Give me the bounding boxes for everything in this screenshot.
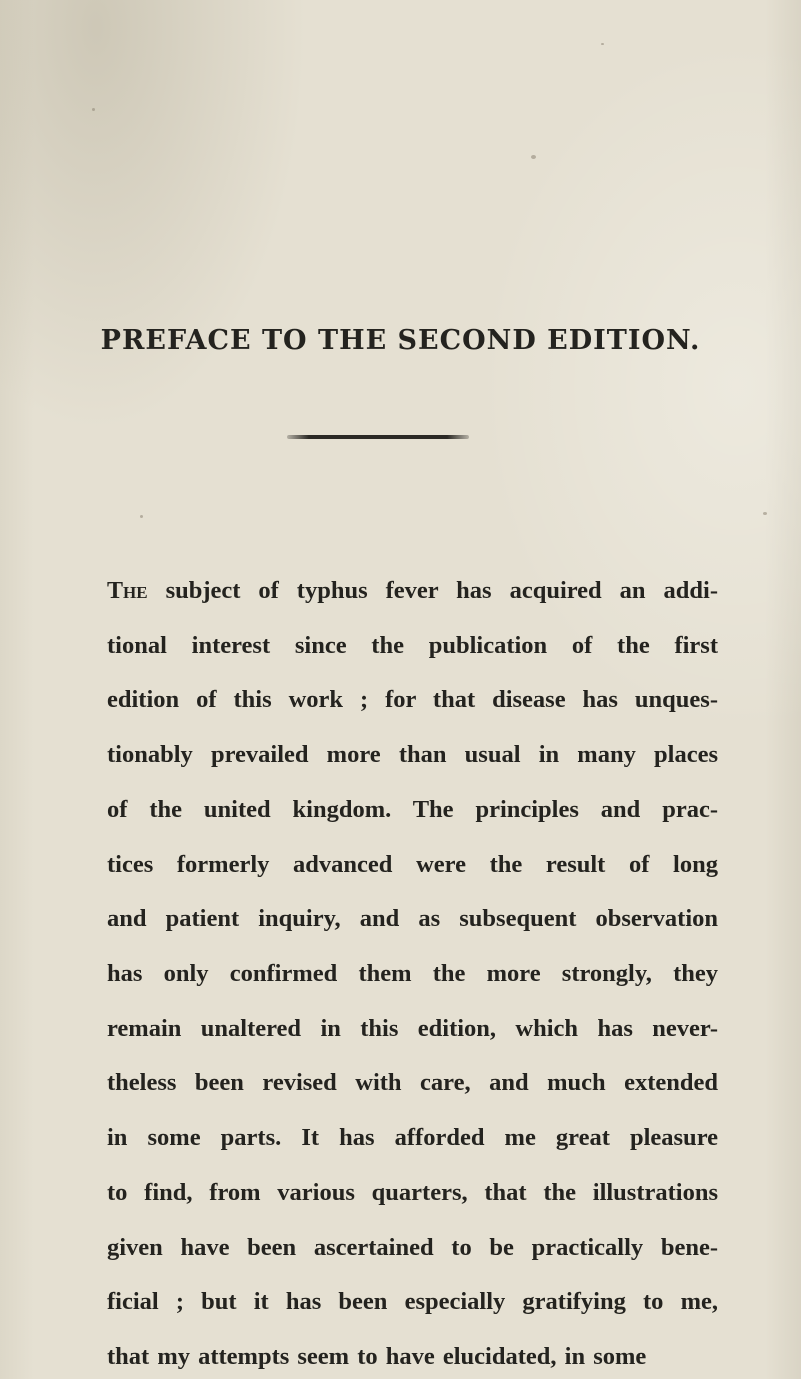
text-line-6: tices formerly advanced were the result of long bbox=[107, 850, 718, 878]
text-line-4: tionably prevailed more than usual in many places bbox=[107, 741, 718, 769]
text-line-2: tional interest since the publication of the first bbox=[107, 631, 718, 659]
text-line-13: given have been ascertained to be practically bene- bbox=[107, 1233, 718, 1261]
text-line-14: ficial ; but it has been especially gratifying to me, bbox=[107, 1288, 718, 1316]
text-line-5: of the united kingdom. The principles and prac- bbox=[107, 795, 718, 823]
text-line-1 bbox=[107, 569, 718, 613]
first-line-text: subject of typhus fever has acquired an addi- bbox=[165, 577, 718, 604]
text-line-7: and patient inquiry, and as subsequent observation bbox=[107, 905, 718, 933]
text-line-11: in some parts. It has afforded me great pleasure bbox=[107, 1124, 718, 1152]
preface-title: PREFACE TO THE SECOND EDITION. bbox=[100, 325, 701, 357]
text-line-8: has only confirmed them the more strongly, they bbox=[107, 960, 718, 987]
text-line-10: theless been revised with care, and much extended bbox=[107, 1069, 718, 1097]
text-line-12: to find, from various quarters, that the illustrations bbox=[107, 1178, 718, 1206]
opening-word: The bbox=[107, 578, 148, 604]
text-line-15: that my attempts seem to have elucidated, in some bbox=[107, 1343, 647, 1370]
text-line-9: remain unaltered in this edition, which has never- bbox=[107, 1014, 718, 1042]
text-line-3: edition of this work ; for that disease has unques- bbox=[107, 686, 718, 714]
